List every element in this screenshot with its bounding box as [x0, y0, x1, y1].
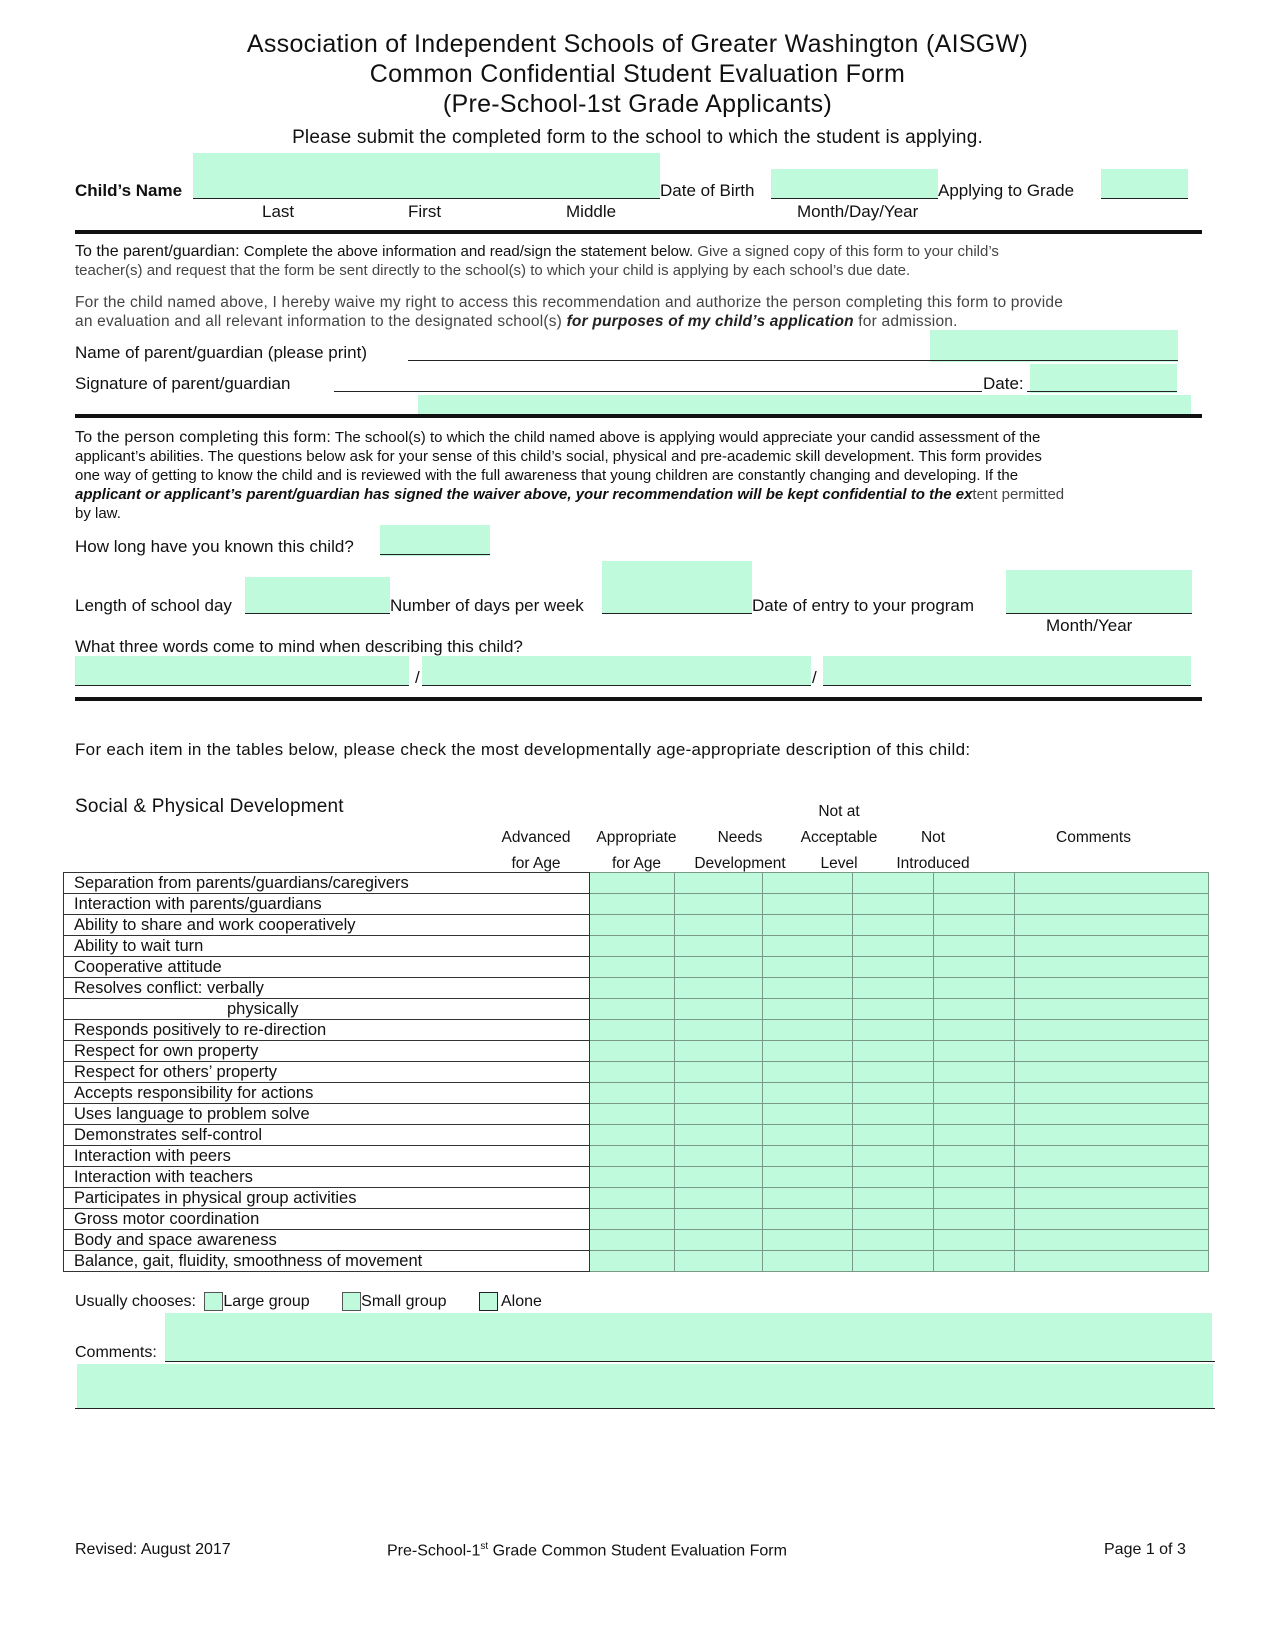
comments-cell[interactable]	[1014, 1041, 1208, 1062]
small-group-label: Small group	[361, 1293, 447, 1310]
not-acceptable-cell[interactable]	[852, 1083, 933, 1104]
appropriate-cell[interactable]	[674, 894, 763, 915]
not-acceptable-cell[interactable]	[852, 1104, 933, 1125]
appropriate-cell[interactable]	[674, 873, 763, 894]
not-introduced-cell[interactable]	[933, 1209, 1014, 1230]
advanced-cell[interactable]	[590, 1062, 674, 1083]
advanced-cell[interactable]	[590, 1104, 674, 1125]
not-introduced-cell[interactable]	[933, 999, 1014, 1020]
applying-grade-field[interactable]	[1101, 169, 1188, 199]
needs-development-cell[interactable]	[763, 1251, 853, 1272]
appropriate-cell[interactable]	[674, 1104, 763, 1125]
appropriate-cell[interactable]	[674, 1125, 763, 1146]
submit-instruction: Please submit the completed form to the school to which the student is applying.	[292, 127, 983, 148]
not-introduced-cell[interactable]	[933, 915, 1014, 936]
first-name-hint: First	[408, 202, 442, 221]
item-label: physically	[64, 999, 590, 1020]
parent-name-label: Name of parent/guardian (please print)	[75, 343, 367, 362]
comments-label: Comments:	[75, 1344, 157, 1361]
advanced-cell[interactable]	[590, 915, 674, 936]
not-acceptable-cell[interactable]	[852, 1209, 933, 1230]
dob-label: Date of Birth	[660, 181, 755, 200]
not-introduced-cell[interactable]	[933, 978, 1014, 999]
not-introduced-cell[interactable]	[933, 936, 1014, 957]
footer-form-name: Pre-School-1st Grade Common Student Evaluation Form	[387, 1541, 787, 1560]
comments-cell[interactable]	[1014, 1209, 1208, 1230]
table-row	[64, 1041, 1209, 1062]
not-acceptable-cell[interactable]	[852, 999, 933, 1020]
advanced-cell[interactable]	[590, 1083, 674, 1104]
needs-development-cell[interactable]	[763, 1104, 853, 1125]
table-row	[64, 1230, 1209, 1251]
comments-cell[interactable]	[1014, 936, 1208, 957]
comments-cell[interactable]	[1014, 1125, 1208, 1146]
table-row	[64, 1083, 1209, 1104]
table-row	[64, 915, 1209, 936]
needs-development-cell[interactable]	[763, 1041, 853, 1062]
grade-label: Applying to Grade	[938, 181, 1075, 200]
section-title: Social & Physical Development	[75, 796, 344, 817]
form-title-line2: Common Confidential Student Evaluation Form	[369, 60, 906, 88]
appropriate-cell[interactable]	[674, 1083, 763, 1104]
not-introduced-cell[interactable]	[933, 1188, 1014, 1209]
parent-name-field[interactable]	[930, 330, 1178, 362]
not-introduced-cell[interactable]	[933, 957, 1014, 978]
entry-date-label: Date of entry to your program	[752, 596, 975, 615]
advanced-cell[interactable]	[590, 957, 674, 978]
evaluator-intro-line3: one way of getting to know the child and is reviewed with the full awareness that young children are constantly changing and developing. If the	[75, 467, 1019, 484]
evaluator-intro-line2: applicant’s abilities. The questions below ask for your sense of this child’s social, physical and pre-academic skill development. This form provides	[75, 448, 1042, 465]
needs-development-cell[interactable]	[763, 1167, 853, 1188]
waiver-line1: For the child named above, I hereby waive my right to access this recommendation and authorize the person completing this form to provide	[75, 294, 1064, 311]
word2-field[interactable]	[422, 656, 811, 686]
table-row	[64, 999, 1209, 1020]
appropriate-cell[interactable]	[674, 1062, 763, 1083]
comments-cell[interactable]	[1014, 1083, 1208, 1104]
item-label: Respect for others’ property	[64, 1062, 590, 1083]
table-row	[64, 1062, 1209, 1083]
advanced-cell[interactable]	[590, 873, 674, 894]
needs-development-cell[interactable]	[763, 978, 853, 999]
item-label: Demonstrates self-control	[64, 1125, 590, 1146]
comments-field-line2[interactable]	[77, 1364, 1213, 1408]
child-name-field[interactable]	[193, 153, 660, 199]
needs-development-cell[interactable]	[763, 1020, 853, 1041]
comments-cell[interactable]	[1014, 978, 1208, 999]
needs-development-cell[interactable]	[763, 1083, 853, 1104]
table-row	[64, 1020, 1209, 1041]
appropriate-cell[interactable]	[674, 1041, 763, 1062]
word-separator: /	[415, 668, 420, 687]
appropriate-cell[interactable]	[674, 1167, 763, 1188]
not-introduced-cell[interactable]	[933, 1125, 1014, 1146]
form-title-line1: Association of Independent Schools of Greater Washington (AISGW)	[246, 30, 1029, 58]
alone-checkbox[interactable]	[479, 1292, 498, 1311]
not-acceptable-cell[interactable]	[852, 915, 933, 936]
three-words-label: What three words come to mind when describing this child?	[75, 637, 523, 656]
not-acceptable-cell[interactable]	[852, 1188, 933, 1209]
advanced-cell[interactable]	[590, 1251, 674, 1272]
comments-cell[interactable]	[1014, 1167, 1208, 1188]
school-day-length-field[interactable]	[245, 577, 390, 614]
advanced-cell[interactable]	[590, 894, 674, 915]
item-label: Interaction with teachers	[64, 1167, 590, 1188]
advanced-cell[interactable]	[590, 1209, 674, 1230]
middle-name-hint: Middle	[566, 202, 617, 221]
waiver-line2: an evaluation and all relevant information to the designated school(s) for purposes of my child’s application for admission.	[75, 313, 958, 330]
needs-development-cell[interactable]	[763, 1230, 853, 1251]
advanced-cell[interactable]	[590, 1188, 674, 1209]
last-name-hint: Last	[262, 202, 295, 221]
comments-field-line1[interactable]	[165, 1313, 1212, 1361]
needs-development-cell[interactable]	[763, 999, 853, 1020]
not-acceptable-cell[interactable]	[852, 1146, 933, 1167]
entry-date-field[interactable]	[1006, 570, 1192, 614]
not-introduced-cell[interactable]	[933, 1146, 1014, 1167]
days-per-week-field[interactable]	[602, 561, 752, 614]
needs-development-cell[interactable]	[763, 1062, 853, 1083]
not-acceptable-cell[interactable]	[852, 978, 933, 999]
advanced-cell[interactable]	[590, 1020, 674, 1041]
parent-signature-field[interactable]	[418, 395, 1191, 415]
table-row	[64, 1251, 1209, 1272]
item-label: Interaction with parents/guardians	[64, 894, 590, 915]
not-introduced-cell[interactable]	[933, 1020, 1014, 1041]
alone-label: Alone	[500, 1293, 542, 1310]
item-label: Body and space awareness	[64, 1230, 590, 1251]
divider	[75, 230, 1202, 234]
divider	[75, 414, 1202, 418]
needs-development-cell[interactable]	[763, 915, 853, 936]
not-acceptable-cell[interactable]	[852, 1125, 933, 1146]
comments-cell[interactable]	[1014, 894, 1208, 915]
school-day-label: Length of school day	[75, 596, 232, 615]
large-group-checkbox[interactable]	[204, 1292, 223, 1311]
not-acceptable-cell[interactable]	[852, 1041, 933, 1062]
advanced-cell[interactable]	[590, 1167, 674, 1188]
appropriate-cell[interactable]	[674, 1230, 763, 1251]
not-introduced-cell[interactable]	[933, 1104, 1014, 1125]
item-label: Ability to share and work cooperatively	[64, 915, 590, 936]
not-acceptable-cell[interactable]	[852, 1062, 933, 1083]
comments-cell[interactable]	[1014, 1251, 1208, 1272]
development-table	[63, 872, 1209, 1272]
item-label: Resolves conflict: verbally	[64, 978, 590, 999]
item-label: Uses language to problem solve	[64, 1104, 590, 1125]
comments-cell[interactable]	[1014, 1188, 1208, 1209]
not-acceptable-cell[interactable]	[852, 1230, 933, 1251]
entry-date-hint: Month/Year	[1046, 616, 1133, 635]
known-duration-label: How long have you known this child?	[75, 537, 354, 556]
evaluator-intro-line1: To the person completing this form: The school(s) to which the child named above is applying would appreciate your candid assessment of the	[75, 429, 1041, 446]
not-introduced-cell[interactable]	[933, 894, 1014, 915]
not-acceptable-cell[interactable]	[852, 894, 933, 915]
not-introduced-cell[interactable]	[933, 1230, 1014, 1251]
item-label: Interaction with peers	[64, 1146, 590, 1167]
revised-date: Revised: August 2017	[75, 1541, 231, 1558]
signature-date-field[interactable]	[1030, 364, 1177, 393]
advanced-cell[interactable]	[590, 1041, 674, 1062]
not-introduced-cell[interactable]	[933, 1041, 1014, 1062]
dob-format-hint: Month/Day/Year	[797, 202, 919, 221]
not-acceptable-cell[interactable]	[852, 873, 933, 894]
needs-development-cell[interactable]	[763, 957, 853, 978]
advanced-cell[interactable]	[590, 999, 674, 1020]
table-row	[64, 1146, 1209, 1167]
not-introduced-cell[interactable]	[933, 1251, 1014, 1272]
appropriate-cell[interactable]	[674, 936, 763, 957]
table-row	[64, 1209, 1209, 1230]
table-row	[64, 1125, 1209, 1146]
appropriate-cell[interactable]	[674, 1188, 763, 1209]
comments-cell[interactable]	[1014, 873, 1208, 894]
word-separator: /	[812, 668, 817, 687]
advanced-cell[interactable]	[590, 978, 674, 999]
divider	[75, 697, 1202, 701]
appropriate-cell[interactable]	[674, 1209, 763, 1230]
item-label: Gross motor coordination	[64, 1209, 590, 1230]
comments-cell[interactable]	[1014, 1104, 1208, 1125]
page-number: Page 1 of 3	[1104, 1541, 1186, 1558]
item-label: Cooperative attitude	[64, 957, 590, 978]
parent-signature-label: Signature of parent/guardian	[75, 374, 291, 393]
large-group-label: Large group	[223, 1293, 310, 1310]
table-row	[64, 978, 1209, 999]
needs-development-cell[interactable]	[763, 873, 853, 894]
comments-cell[interactable]	[1014, 915, 1208, 936]
col-header-not-acceptable: Not at Acceptable Level	[800, 803, 878, 872]
appropriate-cell[interactable]	[674, 978, 763, 999]
item-label: Responds positively to re-direction	[64, 1020, 590, 1041]
parent-intro-line1: To the parent/guardian: Complete the above information and read/sign the statement below. Give a signed copy of this form to your child’s	[75, 243, 999, 260]
advanced-cell[interactable]	[590, 1125, 674, 1146]
table-row	[64, 1188, 1209, 1209]
child-name-label: Child’s Name	[75, 181, 183, 200]
table-row	[64, 873, 1209, 894]
item-label: Participates in physical group activities	[64, 1188, 590, 1209]
not-introduced-cell[interactable]	[933, 873, 1014, 894]
table-row	[64, 936, 1209, 957]
not-introduced-cell[interactable]	[933, 1167, 1014, 1188]
table-instructions: For each item in the tables below, please check the most developmentally age-appropriate description of this child:	[75, 740, 971, 759]
word1-field[interactable]	[75, 656, 409, 686]
appropriate-cell[interactable]	[674, 957, 763, 978]
advanced-cell[interactable]	[590, 1230, 674, 1251]
form-title-line3: (Pre-School-1st Grade Applicants)	[442, 90, 833, 118]
not-acceptable-cell[interactable]	[852, 936, 933, 957]
advanced-cell[interactable]	[590, 1146, 674, 1167]
evaluator-intro-line5: by law.	[75, 505, 121, 522]
not-acceptable-cell[interactable]	[852, 1167, 933, 1188]
needs-development-cell[interactable]	[763, 1146, 853, 1167]
needs-development-cell[interactable]	[763, 1209, 853, 1230]
needs-development-cell[interactable]	[763, 1188, 853, 1209]
needs-development-cell[interactable]	[763, 936, 853, 957]
small-group-checkbox[interactable]	[342, 1292, 361, 1311]
table-row	[64, 957, 1209, 978]
col-header-not-introduced: Not Introduced	[896, 829, 970, 872]
comments-cell[interactable]	[1014, 1020, 1208, 1041]
evaluator-intro-line4: applicant or applicant’s parent/guardian has signed the waiver above, your recommendation will be kept confidential to the extent permitted	[75, 486, 1065, 503]
table-row	[64, 1167, 1209, 1188]
col-header-appropriate: Appropriate for Age	[596, 829, 677, 872]
appropriate-cell[interactable]	[674, 999, 763, 1020]
item-label: Balance, gait, fluidity, smoothness of movement	[64, 1251, 590, 1272]
comments-cell[interactable]	[1014, 1062, 1208, 1083]
advanced-cell[interactable]	[590, 936, 674, 957]
col-header-needs-development: Needs Development	[694, 829, 786, 872]
col-header-comments: Comments	[1056, 829, 1131, 846]
item-label: Ability to wait turn	[64, 936, 590, 957]
item-label: Separation from parents/guardians/caregivers	[64, 873, 590, 894]
not-acceptable-cell[interactable]	[852, 1251, 933, 1272]
table-row	[64, 894, 1209, 915]
col-header-advanced: Advanced for Age	[501, 829, 571, 872]
known-duration-field[interactable]	[380, 525, 490, 556]
comments-cell[interactable]	[1014, 999, 1208, 1020]
usually-chooses-row	[75, 1292, 542, 1312]
signature-date-label: Date:	[983, 374, 1024, 393]
needs-development-cell[interactable]	[763, 1125, 853, 1146]
not-introduced-cell[interactable]	[933, 1062, 1014, 1083]
appropriate-cell[interactable]	[674, 1020, 763, 1041]
table-row	[64, 1104, 1209, 1125]
appropriate-cell[interactable]	[674, 915, 763, 936]
parent-intro-line2: teacher(s) and request that the form be sent directly to the school(s) to which your child is applying by each school’s due date.	[75, 262, 911, 279]
item-label: Respect for own property	[64, 1041, 590, 1062]
usually-chooses-label: Usually chooses:	[75, 1293, 196, 1310]
comments-cell[interactable]	[1014, 1230, 1208, 1251]
appropriate-cell[interactable]	[674, 1146, 763, 1167]
needs-development-cell[interactable]	[763, 894, 853, 915]
days-per-week-label: Number of days per week	[390, 596, 584, 615]
word3-field[interactable]	[823, 656, 1191, 686]
appropriate-cell[interactable]	[674, 1251, 763, 1272]
item-label: Accepts responsibility for actions	[64, 1083, 590, 1104]
not-acceptable-cell[interactable]	[852, 1020, 933, 1041]
comments-cell[interactable]	[1014, 957, 1208, 978]
date-of-birth-field[interactable]	[771, 169, 938, 199]
comments-cell[interactable]	[1014, 1146, 1208, 1167]
not-acceptable-cell[interactable]	[852, 957, 933, 978]
not-introduced-cell[interactable]	[933, 1083, 1014, 1104]
